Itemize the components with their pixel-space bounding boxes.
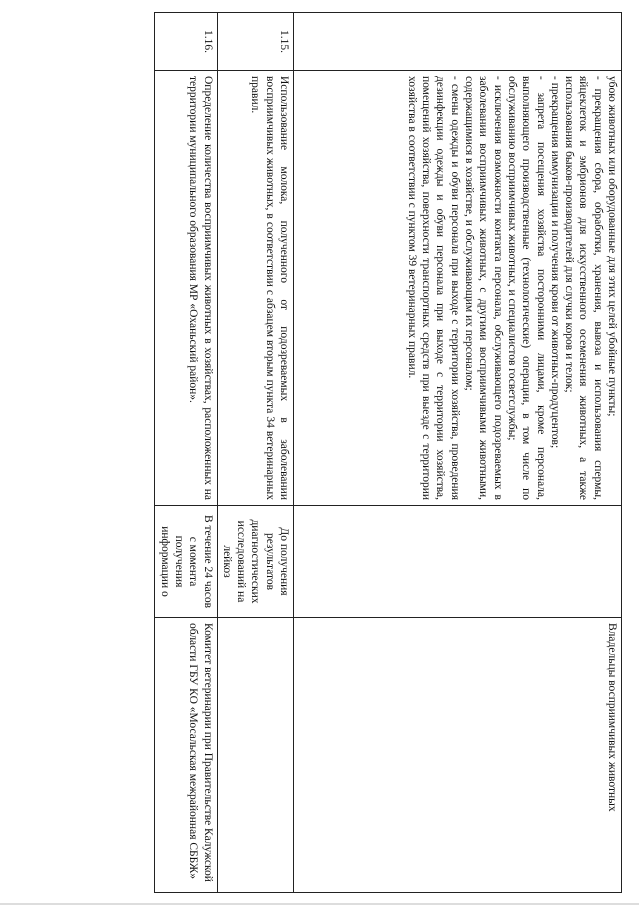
row-number: 1.15. [217, 13, 293, 71]
table-row [155, 13, 217, 893]
responsible-cell: Комитет ветеринарии при Правительстве Калужской области ГБУ КО «Мосальская межрайонная СББЖ» [155, 618, 217, 893]
measure-line: - прекращения иммунизации и получения крови от животных-продуцентов; [548, 76, 561, 449]
term-cell [294, 506, 622, 618]
table-row [217, 13, 293, 893]
term-cell: В течение 24 часов с момента получения информации о [155, 506, 217, 618]
row-number [294, 13, 622, 71]
rotated-table-container [26, 12, 622, 892]
table-row [294, 13, 622, 893]
measure-line: - запрета посещения хозяйства посторонними лицами, кроме персонала, выполняющего производственные (технологические) операции, в том числе по обслуживанию восприимчивых животных, и специалистов госветслужбы; [505, 76, 547, 500]
measure-line: Использование молока, полученного от подозреваемых в заболевании восприимчивых животных, в соответствии с абзацем вторым пункта 34 ветеринарных правил. [249, 76, 290, 500]
term-cell: До получения результатов диагностических исследований на лейкоз [217, 506, 293, 618]
measure-line: - исключения возможности контакта персонала, обслуживающего подозреваемых в заболевании восприимчивых животных, с другими восприимчивыми животными, содержащимися в хозяйстве, и обслуживающим их персоналом; [463, 76, 504, 500]
measure-text [294, 71, 622, 506]
measure-line: убою животных или оборудованные для этих целей убойные пункты; [606, 76, 618, 417]
measure-line: - прекращения сбора, обработки, хранения, вывоза и использования спермы, яйцеклеток и эмбрионов для искусственного осеменения животных, а также использования быков-производителей для случки коров и телок; [563, 76, 604, 500]
measure-line: Определение количества восприимчивых животных в хозяйствах, расположенных на территории муниципального образования МР «Оханьский район». [187, 76, 214, 500]
measure-line: - смены одежды и обуви персонала при выходе с территории хозяйства, проведения дезинфекции одежды и обуви персонала при выходе с территории хозяйства, помещений хозяйства, поверхности транспортных средств при выезде с территории хозяйства в соответствии с пунктом 39 ветеринарных правил. [405, 76, 461, 500]
measure-text [155, 71, 217, 506]
responsible-cell [217, 618, 293, 893]
measure-text [217, 71, 293, 506]
row-number: 1.16. [155, 13, 217, 71]
measures-table [154, 12, 622, 893]
responsible-cell: Владельцы восприимчивых животных [294, 618, 622, 893]
